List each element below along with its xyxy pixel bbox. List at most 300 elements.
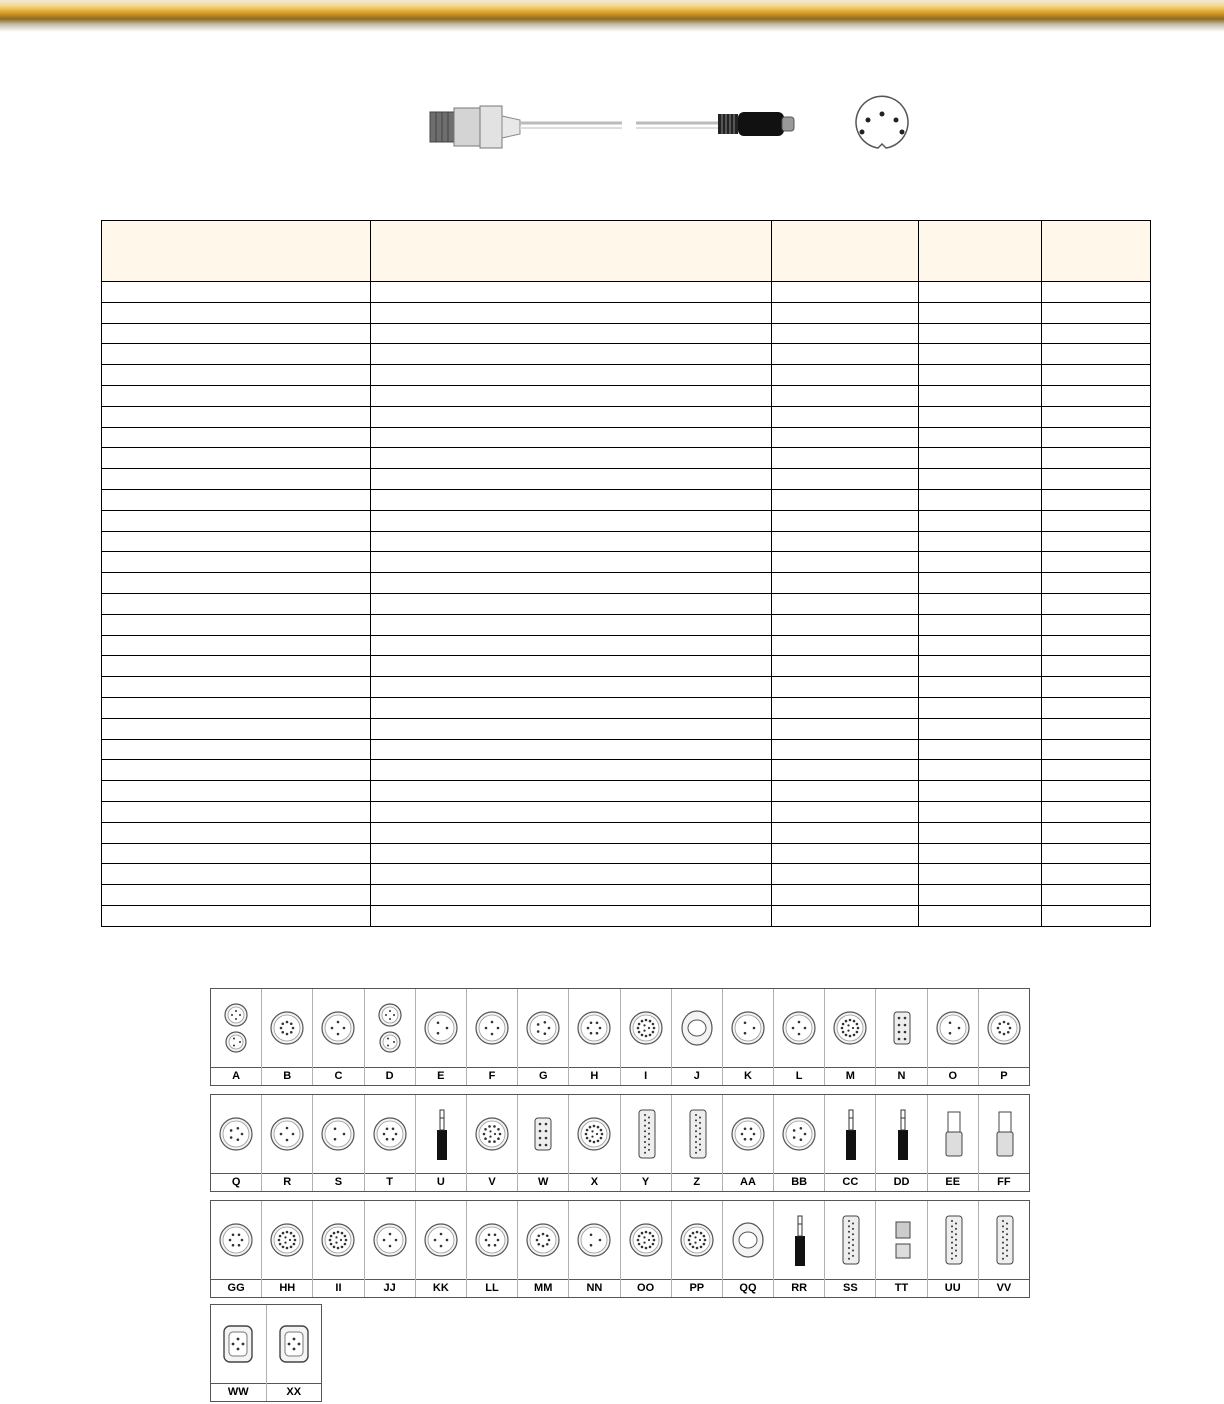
oval-connector-icon (672, 989, 722, 1067)
connector-label: K (723, 1067, 773, 1085)
cable-right-connector (718, 112, 794, 136)
table-cell (772, 427, 919, 448)
connector-label: BB (774, 1173, 824, 1191)
table-cell (102, 489, 371, 510)
connector-cell (416, 989, 467, 1085)
table-cell (371, 864, 772, 885)
table-row (102, 885, 1151, 906)
table-cell (371, 822, 772, 843)
table-cell (919, 510, 1042, 531)
table-cell (1042, 323, 1151, 344)
table-row (102, 302, 1151, 323)
table-cell (102, 573, 371, 594)
table-cell (919, 635, 1042, 656)
table-row (102, 365, 1151, 386)
connector-cell (416, 1095, 467, 1191)
table-row (102, 427, 1151, 448)
table-cell (1042, 885, 1151, 906)
table-cell (919, 801, 1042, 822)
circular-4-pin-connector-icon (774, 989, 824, 1067)
connector-cell (211, 1095, 262, 1191)
twin-circular-connector-icon (365, 989, 415, 1067)
table-cell (919, 864, 1042, 885)
connector-label: Z (672, 1173, 722, 1191)
table-cell (919, 656, 1042, 677)
table-cell (371, 448, 772, 469)
table-row (102, 656, 1151, 677)
connector-cell (825, 1095, 876, 1191)
table-body (102, 282, 1151, 927)
connector-label: C (313, 1067, 363, 1085)
connector-label: B (262, 1067, 312, 1085)
table-row (102, 552, 1151, 573)
connector-strip-2 (210, 1094, 1030, 1192)
table-row (102, 573, 1151, 594)
connector-label: M (825, 1067, 875, 1085)
table-cell (772, 302, 919, 323)
connector-label: QQ (723, 1279, 773, 1297)
table-cell (919, 302, 1042, 323)
square-4-pin-connector-icon (211, 1305, 266, 1383)
table-cell (919, 365, 1042, 386)
table-cell (772, 531, 919, 552)
connector-label: CC (825, 1173, 875, 1191)
mini-din-6-pin-connector-icon (723, 1095, 773, 1173)
table-cell (772, 885, 919, 906)
circular-8-pin-connector-icon (979, 989, 1029, 1067)
parts-table (101, 220, 1151, 927)
phone-plug-connector-icon (416, 1095, 466, 1173)
connector-label: DD (876, 1173, 926, 1191)
connector-cell (928, 989, 979, 1085)
connector-cell (467, 1095, 518, 1191)
connector-cell (774, 989, 825, 1085)
table-cell (772, 801, 919, 822)
phone-plug-connector-icon (774, 1201, 824, 1279)
table-row (102, 344, 1151, 365)
connector-label: JJ (365, 1279, 415, 1297)
table-header-cell (772, 221, 919, 282)
connector-label: PP (672, 1279, 722, 1297)
connector-cell (928, 1201, 979, 1297)
table-cell (371, 760, 772, 781)
connector-label: O (928, 1067, 978, 1085)
connector-label: UU (928, 1279, 978, 1297)
connector-label: J (672, 1067, 722, 1085)
cable-left-connector (430, 106, 520, 148)
connector-label: MM (518, 1279, 568, 1297)
circular-4-pin-connector-icon (467, 989, 517, 1067)
table-cell (772, 739, 919, 760)
table-cell (1042, 656, 1151, 677)
table-cell (371, 282, 772, 303)
table-cell (919, 822, 1042, 843)
connector-label: NN (569, 1279, 619, 1297)
table-cell (772, 489, 919, 510)
table-cell (919, 843, 1042, 864)
table-cell (102, 739, 371, 760)
table-cell (919, 531, 1042, 552)
table-cell (1042, 697, 1151, 718)
connector-cell (723, 1095, 774, 1191)
table-cell (1042, 781, 1151, 802)
table-cell (1042, 739, 1151, 760)
table-header-cell (371, 221, 772, 282)
connector-label: A (211, 1067, 261, 1085)
rectangular-9-pin-connector-icon (518, 1095, 568, 1173)
table-cell (772, 510, 919, 531)
table-cell (371, 905, 772, 926)
connector-cell (621, 989, 672, 1085)
db-9-connector-icon (672, 1095, 722, 1173)
table-cell (102, 864, 371, 885)
table-cell (919, 677, 1042, 698)
connector-cell (262, 1201, 313, 1297)
table-cell (1042, 677, 1151, 698)
table-cell (371, 573, 772, 594)
connector-label: D (365, 1067, 415, 1085)
table-cell (772, 344, 919, 365)
table-row (102, 677, 1151, 698)
connector-label: FF (979, 1173, 1029, 1191)
connector-label: S (313, 1173, 363, 1191)
circular-12-pin-connector-icon (672, 1201, 722, 1279)
table-cell (371, 885, 772, 906)
din-pinout-icon (856, 96, 908, 148)
connector-label: R (262, 1173, 312, 1191)
table-cell (772, 406, 919, 427)
connector-label: L (774, 1067, 824, 1085)
table-cell (919, 323, 1042, 344)
circular-12-pin-connector-icon (313, 1201, 363, 1279)
connector-cell (467, 1201, 518, 1297)
table-cell (919, 593, 1042, 614)
square-4-pin-connector-icon (267, 1305, 322, 1383)
table-cell (772, 323, 919, 344)
table-cell (772, 385, 919, 406)
table-cell (102, 282, 371, 303)
connector-cell (621, 1201, 672, 1297)
table-cell (102, 531, 371, 552)
centronics-connector-icon (979, 1201, 1029, 1279)
table-cell (371, 656, 772, 677)
connector-strip-1 (210, 988, 1030, 1086)
table-cell (919, 344, 1042, 365)
connector-cell (672, 1201, 723, 1297)
table-cell (102, 323, 371, 344)
table-cell (371, 344, 772, 365)
circular-12-pin-connector-icon (621, 1201, 671, 1279)
connector-cell (518, 1201, 569, 1297)
connector-cell (313, 1095, 364, 1191)
table-cell (371, 781, 772, 802)
table-cell (1042, 822, 1151, 843)
table-header-row (102, 221, 1151, 282)
connector-cell (774, 1095, 825, 1191)
connector-label: W (518, 1173, 568, 1191)
table-cell (102, 822, 371, 843)
round-socket-connector-icon (313, 1095, 363, 1173)
table-cell (371, 510, 772, 531)
table-cell (772, 365, 919, 386)
table-cell (919, 552, 1042, 573)
table-cell (102, 843, 371, 864)
table-cell (371, 593, 772, 614)
db-25-connector-icon (928, 1201, 978, 1279)
table-cell (772, 697, 919, 718)
din-5-pin-connector-icon (518, 989, 568, 1067)
mini-din-3-pin-connector-icon (569, 1201, 619, 1279)
connector-label: GG (211, 1279, 261, 1297)
cable-illustration (420, 92, 920, 168)
connector-label: H (569, 1067, 619, 1085)
table-row (102, 489, 1151, 510)
table-cell (371, 531, 772, 552)
connector-cell (723, 1201, 774, 1297)
connector-cell (365, 989, 416, 1085)
table-cell (371, 843, 772, 864)
table-cell (772, 781, 919, 802)
connector-label: AA (723, 1173, 773, 1191)
db-15-connector-icon (621, 1095, 671, 1173)
round-socket-connector-icon (928, 989, 978, 1067)
table-cell (102, 302, 371, 323)
table-cell (1042, 531, 1151, 552)
usb-plug-connector-icon (928, 1095, 978, 1173)
connector-cell (262, 1095, 313, 1191)
table-cell (772, 864, 919, 885)
table-cell (1042, 905, 1151, 926)
connector-strip-3 (210, 1200, 1030, 1298)
table-cell (371, 406, 772, 427)
table-row (102, 718, 1151, 739)
connector-strip-4 (210, 1304, 322, 1402)
connector-cell (313, 989, 364, 1085)
oval-socket-connector-icon (723, 1201, 773, 1279)
table-cell (1042, 552, 1151, 573)
phone-plug-connector-icon (825, 1095, 875, 1173)
connector-cell (211, 1305, 267, 1401)
table-cell (1042, 843, 1151, 864)
connector-cell (825, 989, 876, 1085)
circular-6-pin-connector-icon (569, 989, 619, 1067)
connector-label: N (876, 1067, 926, 1085)
connector-cell (979, 989, 1029, 1085)
table-row (102, 635, 1151, 656)
twin-round-connector-icon (211, 989, 261, 1067)
connector-cell (569, 989, 620, 1085)
table-cell (772, 614, 919, 635)
table-row (102, 469, 1151, 490)
table-cell (102, 760, 371, 781)
table-cell (1042, 365, 1151, 386)
connector-cell (723, 989, 774, 1085)
connector-label: WW (211, 1383, 266, 1401)
table-cell (1042, 448, 1151, 469)
table-cell (919, 427, 1042, 448)
table-cell (371, 801, 772, 822)
table-cell (772, 573, 919, 594)
connector-cell (569, 1095, 620, 1191)
connector-label: TT (876, 1279, 926, 1297)
connector-cell (672, 989, 723, 1085)
connector-cell (876, 1201, 927, 1297)
table-cell (102, 510, 371, 531)
table-cell (1042, 614, 1151, 635)
table-cell (772, 905, 919, 926)
table-cell (919, 469, 1042, 490)
table-cell (371, 427, 772, 448)
circular-12-pin-connector-icon (825, 989, 875, 1067)
table-row (102, 448, 1151, 469)
table-cell (1042, 593, 1151, 614)
table-cell (102, 448, 371, 469)
table-row (102, 801, 1151, 822)
table-cell (919, 718, 1042, 739)
table-cell (371, 739, 772, 760)
connector-cell (979, 1201, 1029, 1297)
connector-label: U (416, 1173, 466, 1191)
table-cell (371, 677, 772, 698)
table-cell (371, 469, 772, 490)
table-header-cell (1042, 221, 1151, 282)
table-cell (772, 552, 919, 573)
table-cell (772, 635, 919, 656)
mini-din-8-pin-connector-icon (518, 1201, 568, 1279)
mini-din-6-pin-connector-icon (211, 1201, 261, 1279)
table-row (102, 739, 1151, 760)
table-cell (772, 282, 919, 303)
table-cell (1042, 801, 1151, 822)
header-bar (0, 0, 1224, 32)
table-cell (102, 344, 371, 365)
connector-cell (365, 1095, 416, 1191)
table-cell (102, 718, 371, 739)
table-cell (102, 801, 371, 822)
table-row (102, 781, 1151, 802)
table-cell (919, 697, 1042, 718)
table-cell (1042, 489, 1151, 510)
table-cell (1042, 469, 1151, 490)
table-cell (1042, 573, 1151, 594)
connector-cell (467, 989, 518, 1085)
circular-10-pin-connector-icon (467, 1095, 517, 1173)
table-header-cell (102, 221, 371, 282)
bayonet-connector-icon (723, 989, 773, 1067)
connector-label: KK (416, 1279, 466, 1297)
table-cell (1042, 385, 1151, 406)
din-5-pin-connector-icon (211, 1095, 261, 1173)
table-cell (919, 614, 1042, 635)
table-cell (371, 614, 772, 635)
connector-cell (569, 1201, 620, 1297)
usb-plug-connector-icon (979, 1095, 1029, 1173)
table-cell (919, 781, 1042, 802)
table-cell (102, 635, 371, 656)
connector-label: VV (979, 1279, 1029, 1297)
table-cell (371, 302, 772, 323)
table-cell (102, 385, 371, 406)
connector-cell (313, 1201, 364, 1297)
connector-cell (672, 1095, 723, 1191)
mini-din-6-pin-connector-icon (467, 1201, 517, 1279)
connector-label: V (467, 1173, 517, 1191)
table-cell (919, 573, 1042, 594)
table-cell (919, 385, 1042, 406)
connector-label: XX (267, 1383, 322, 1401)
table-cell (772, 593, 919, 614)
connector-cell (876, 1095, 927, 1191)
table-cell (1042, 406, 1151, 427)
table-cell (371, 635, 772, 656)
connector-label: E (416, 1067, 466, 1085)
circular-12-pin-connector-icon (569, 1095, 619, 1173)
table-cell (772, 822, 919, 843)
table-cell (102, 885, 371, 906)
table-cell (919, 905, 1042, 926)
connector-label: RR (774, 1279, 824, 1297)
table-cell (102, 656, 371, 677)
table-cell (919, 885, 1042, 906)
connector-cell (621, 1095, 672, 1191)
table-cell (772, 718, 919, 739)
table-cell (1042, 760, 1151, 781)
connector-label: P (979, 1067, 1029, 1085)
connector-label: G (518, 1067, 568, 1085)
table-cell (772, 469, 919, 490)
table-cell (919, 739, 1042, 760)
table-cell (102, 781, 371, 802)
table-cell (919, 448, 1042, 469)
mini-din-6-pin-connector-icon (365, 1095, 415, 1173)
mini-din-4-pin-connector-icon (416, 1201, 466, 1279)
table-cell (919, 406, 1042, 427)
table-cell (371, 365, 772, 386)
table-cell (772, 760, 919, 781)
table-row (102, 406, 1151, 427)
table-row (102, 843, 1151, 864)
table-row (102, 531, 1151, 552)
table-cell (371, 552, 772, 573)
connector-cell (518, 1095, 569, 1191)
connector-label: Q (211, 1173, 261, 1191)
table-row (102, 822, 1151, 843)
connector-cell (979, 1095, 1029, 1191)
table-cell (1042, 282, 1151, 303)
circular-4-pin-connector-icon (313, 989, 363, 1067)
table-cell (772, 656, 919, 677)
table-cell (371, 385, 772, 406)
connector-cell (825, 1201, 876, 1297)
table-cell (371, 489, 772, 510)
connector-cell (928, 1095, 979, 1191)
table-cell (1042, 510, 1151, 531)
circular-12-pin-connector-icon (262, 1201, 312, 1279)
table-row (102, 385, 1151, 406)
table-row (102, 864, 1151, 885)
table-cell (102, 406, 371, 427)
connector-cell (365, 1201, 416, 1297)
table-cell (371, 718, 772, 739)
mini-din-4-pin-connector-icon (365, 1201, 415, 1279)
table-cell (371, 323, 772, 344)
connector-cell (774, 1201, 825, 1297)
circular-3-pin-connector-icon (416, 989, 466, 1067)
table-cell (102, 677, 371, 698)
din-5-pin-connector-icon (774, 1095, 824, 1173)
table-row (102, 905, 1151, 926)
connector-cell (518, 989, 569, 1085)
